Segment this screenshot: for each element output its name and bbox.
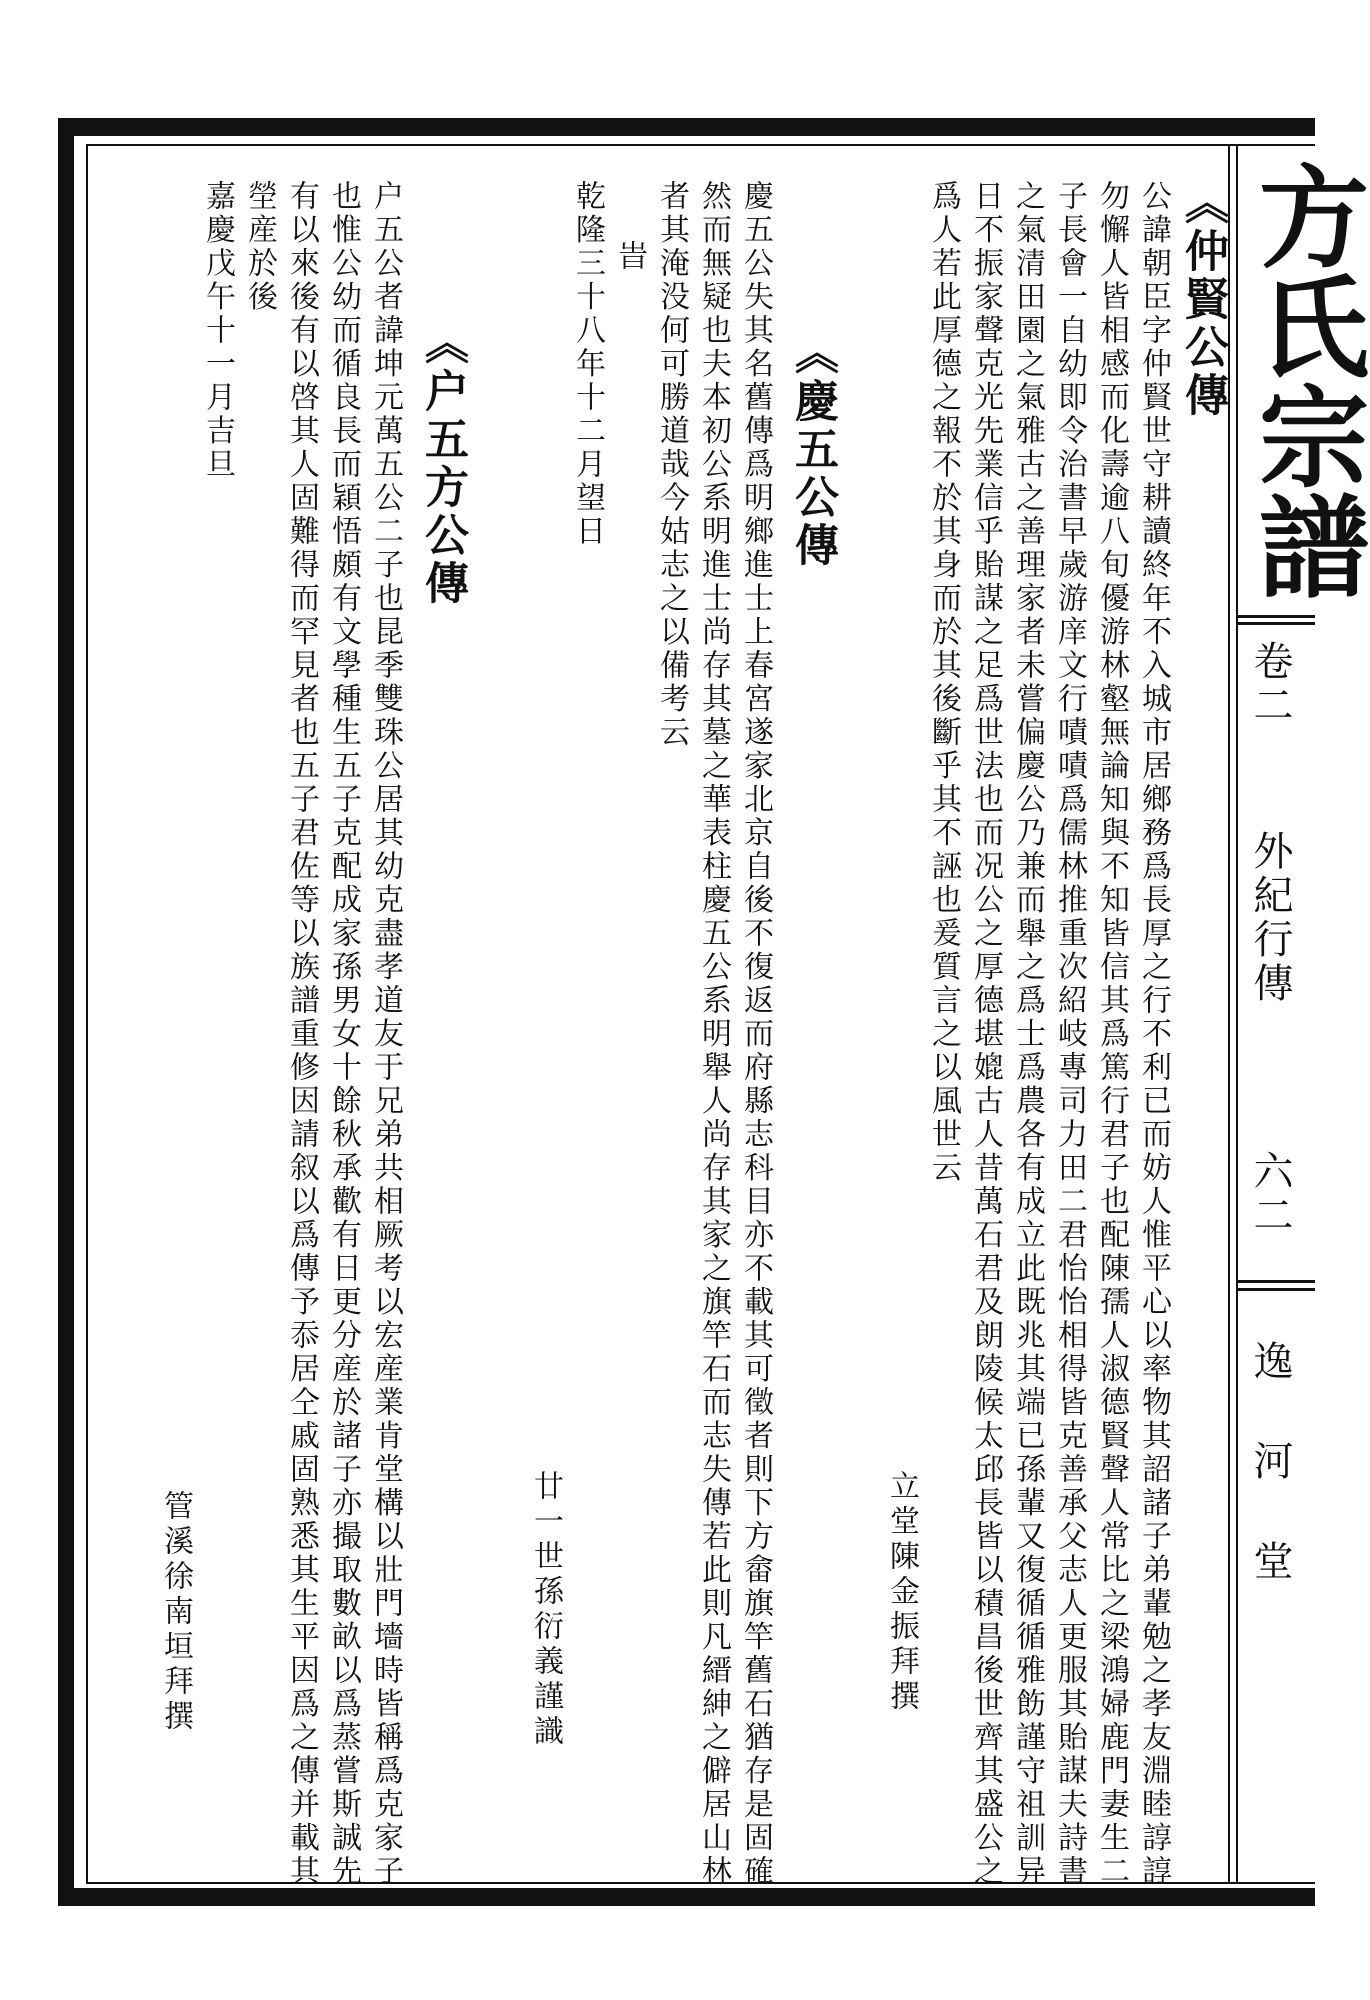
zhongxian-line-3: 子長會一自幼即令治書早歲游庠文行嘖嘖爲儒林推重次紹岐專司力田二君怡怡相得皆克善承父志人更服其貽謀夫詩書 — [1052, 180, 1087, 1889]
qingwu-line-1: 慶五公失其名舊傳爲明鄉進士上春宮遂家北京自後不復返而府縣志科目亦不載其可徵者則下方畲旗竿舊石猶存是固確 — [738, 180, 773, 1889]
band-rule-lower — [1236, 1280, 1315, 1283]
huwu-author: 管溪徐南垣拜撰 — [158, 1490, 193, 1735]
zhongxian-author: 立堂陳金振拜撰 — [884, 1470, 919, 1715]
zhongxian-line-5: 日不振家聲克光先業信乎貽謀之足爲世法也而况公之厚德堪媲古人昔萬石君及朗陵候太邱長皆以積昌後世齊其盛公之 — [968, 180, 1003, 1889]
huwu-line-1: 户五公者諱坤元萬五公二子也昆季雙珠公居其幼克盡孝道友于兄弟共相厥考以宏産業肯堂構以壯門墻時皆稱爲克家子 — [368, 180, 403, 1889]
zhongxian-line-2: 勿懈人皆相感而化壽逾八旬優游林壑無論知與不知皆信其爲篤行君子也配陳孺人淑德賢聲人常比之梁鴻婦鹿門妻生二 — [1094, 180, 1129, 1889]
huwu-line-3: 有以來後有以啓其人固難得而罕見者也五子君佐等以族譜重修因請叙以爲傳予忝居仝戚固熟悉其生平因爲之傳并載其 — [284, 180, 319, 1889]
volume-label: 卷二 — [1247, 640, 1293, 728]
genealogy-title: 方氏宗譜 — [1241, 160, 1370, 600]
band-divider-right — [1236, 144, 1238, 1884]
qingwu-author: 廿一世孫衍義謹識 — [528, 1470, 563, 1750]
qingwu-heading: 《慶五公傳 — [787, 330, 838, 570]
qingwu-date: 乾隆三十八年十二月望日 — [570, 180, 605, 549]
page-number: 六二 — [1247, 1150, 1293, 1238]
section-label: 外紀行傳 — [1247, 830, 1293, 1006]
band-rule-upper-2 — [1236, 622, 1315, 625]
heading-bracket: 《 — [787, 330, 838, 378]
zhongxian-line-6: 爲人若此厚德之報不於其身而於其後斷乎其不誣也爰質言之以風世云 — [926, 180, 961, 1185]
zhongxian-line-1: 公諱朝臣字仲賢世守耕讀終年不入城市居鄉務爲長厚之行不利已而妨人惟平心以率物其詔諸子弟輩勉之孝友淵睦諄諄 — [1136, 180, 1171, 1889]
zhongxian-heading: 《仲賢公傳 — [1177, 180, 1228, 420]
qingwu-date-prefix: 旹 — [612, 240, 647, 274]
heading-bracket: 《 — [417, 320, 468, 368]
hall-name: 逸河堂 — [1247, 1340, 1293, 1640]
band-divider-left — [1228, 144, 1230, 1884]
qingwu-line-2: 然而無疑也夫本初公系明進士尚存其墓之華表柱慶五公系明舉人尚存其家之旗竿石而志失傳若此則凡縉紳之僻居山林 — [696, 180, 731, 1889]
qingwu-line-3: 者其淹没何可勝道哉今姑志之以備考云 — [654, 180, 689, 750]
huwu-line-4: 塋産於後 — [242, 180, 277, 314]
huwu-heading: 《户五方公傳 — [417, 320, 468, 608]
band-rule-lower-2 — [1236, 1288, 1315, 1291]
heading-bracket: 《 — [1177, 180, 1228, 228]
huwu-line-2: 也惟公幼而循良長而穎悟頗有文學種生五子克配成家孫男女十餘秋承歡有日更分産於諸子亦撮取數畝以爲蒸嘗斯誠先 — [326, 180, 361, 1889]
zhongxian-line-4: 之氣清田園之氣雅古之善理家者未嘗偏慶公乃兼而舉之爲士爲農各有成立此既兆其端已孫輩又復循循雅飭謹守祖訓异 — [1010, 180, 1045, 1889]
huwu-date: 嘉慶戊午十一月吉旦 — [200, 180, 235, 482]
